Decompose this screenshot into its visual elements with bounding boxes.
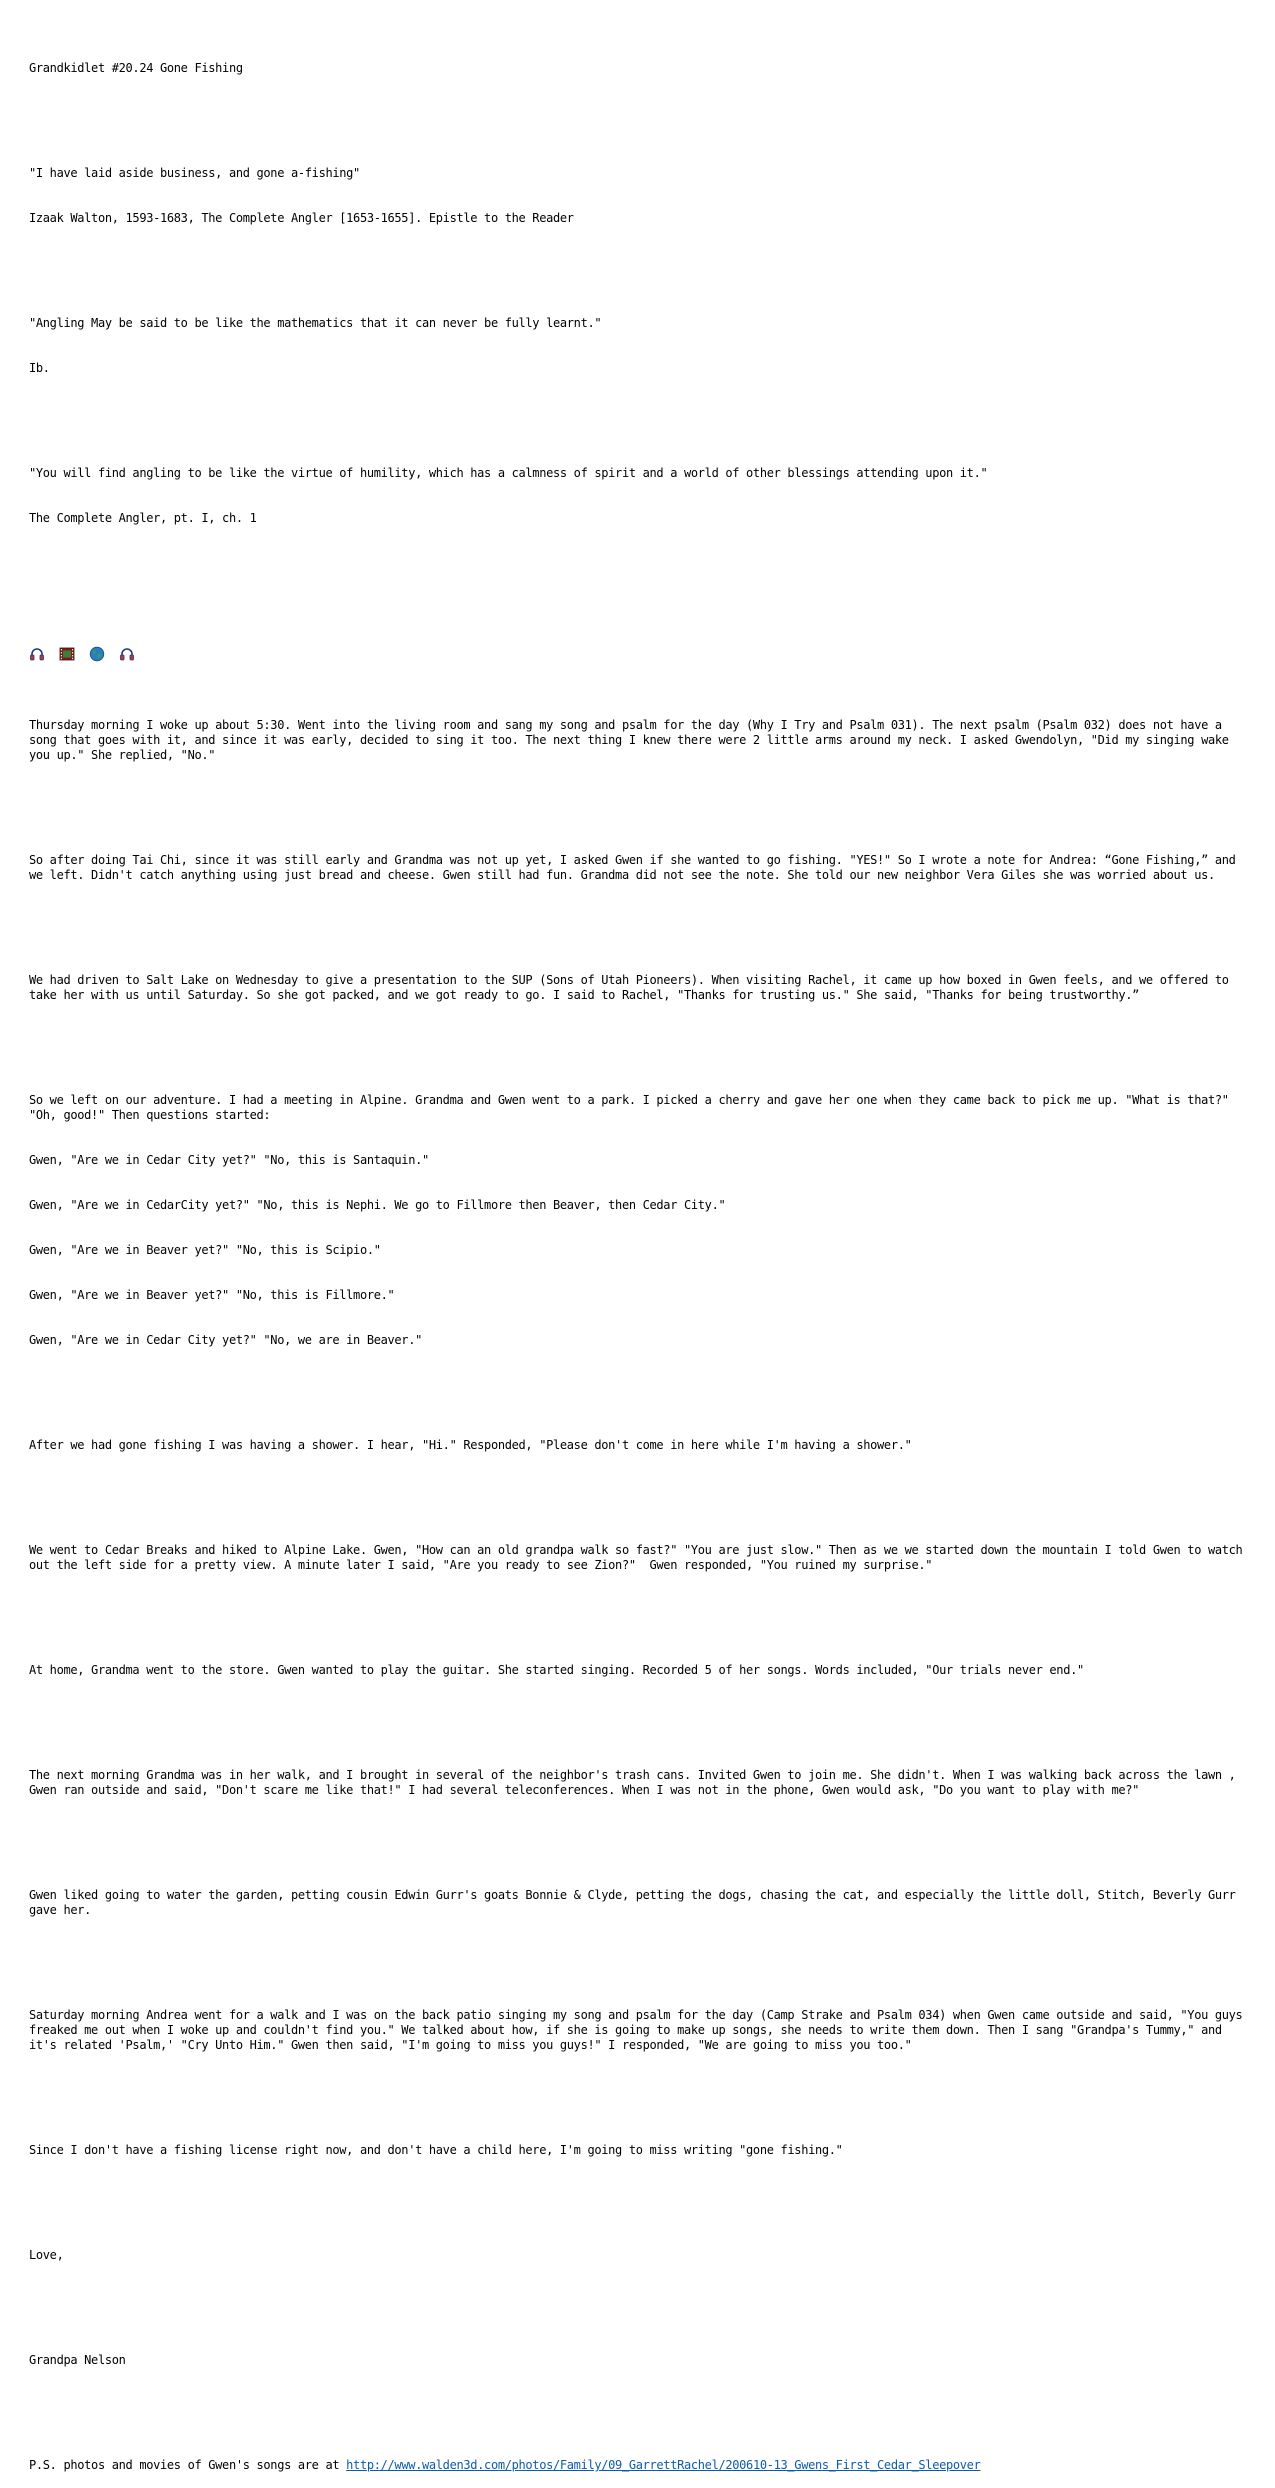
closing: Love,	[29, 2248, 64, 2262]
document-title: Grandkidlet #20.24 Gone Fishing	[29, 61, 243, 75]
film-icon[interactable]	[59, 616, 75, 632]
paragraph: So after doing Tai Chi, since it was still early and Grandma was not up yet, I asked Gwen if she wanted to go fishing. "YES!" So I wrote a note for Andrea: “Gone Fishing,” and we left. Didn't catch anything using just bread and cheese. Gwen still had fun. Grandma did not see the note. She told our new neighbor Vera Giles she was worried about us.	[29, 853, 1243, 882]
paragraph: We had driven to Salt Lake on Wednesday to give a presentation to the SUP (Sons of Utah Pioneers). When visiting Rachel, it came up how boxed in Gwen feels, and we offered to take her with us until Saturday. So she got packed, and we got ready to go. I said to Rachel, "Thanks for trusting us." She said, "Thanks for being trustworthy.”	[29, 973, 1236, 1002]
globe-icon[interactable]	[89, 616, 105, 632]
headphones-icon[interactable]	[119, 616, 135, 632]
dialog-line: Gwen, "Are we in Cedar City yet?" "No, we are in Beaver."	[29, 1333, 422, 1347]
paragraph: Since I don't have a fishing license right now, and don't have a child here, I'm going to miss writing "gone fishing."	[29, 2143, 843, 2157]
quote-source: Ib.	[29, 361, 50, 375]
paragraph: Gwen liked going to water the garden, petting cousin Edwin Gurr's goats Bonnie & Clyde, petting the dogs, chasing the cat, and especially the little doll, Stitch, Beverly Gurr gave her.	[29, 1888, 1243, 1917]
signature: Grandpa Nelson	[29, 2353, 126, 2367]
postscript-text: P.S. photos and movies of Gwen's songs are at	[29, 2458, 347, 2472]
quote-text: "Angling May be said to be like the mathematics that it can never be fully learnt."	[29, 316, 602, 330]
paragraph: After we had gone fishing I was having a shower. I hear, "Hi." Responded, "Please don't come in here while I'm having a shower."	[29, 1438, 912, 1452]
paragraph: We went to Cedar Breaks and hiked to Alpine Lake. Gwen, "How can an old grandpa walk so fast?" "You are just slow." Then as we we started down the mountain I told Gwen to watch out the left side for a pretty view. A minute later I said, "Are you ready to see Zion?" Gwen responded, "You ruined my surprise."	[29, 1543, 1250, 1572]
headphones-icon[interactable]	[29, 616, 45, 632]
paragraph: The next morning Grandma was in her walk, and I brought in several of the neighbor's trash cans. Invited Gwen to join me. She didn't. When I was walking back across the lawn , Gwen ran outside and said, "Don't scare me like that!" I had several teleconferences. When I was not in the phone, Gwen would ask, "Do you want to play with me?"	[29, 1768, 1243, 1797]
paragraph: Saturday morning Andrea went for a walk and I was on the back patio singing my song and psalm for the day (Camp Strake and Psalm 034) when Gwen came outside and said, "You guys freaked me out when I woke up and couldn't find you." We talked about how, if she is going to make up songs, she needs to write them down. Then I sang "Grandpa's Tummy," and it's related 'Psalm,' "Cry Unto Him." Gwen then said, "I'm going to miss you guys!" I responded, "We are going to miss you too."	[29, 2008, 1250, 2052]
document-body	[29, 31, 1249, 2488]
paragraph: So we left on our adventure. I had a meeting in Alpine. Grandma and Gwen went to a park. I picked a cherry and gave her one when they came back to pick me up. "What is that?" "Oh, good!" Then questions started:	[29, 1093, 1236, 1122]
dialog-line: Gwen, "Are we in Beaver yet?" "No, this is Scipio."	[29, 1243, 381, 1257]
dialog-line: Gwen, "Are we in Cedar City yet?" "No, this is Santaquin."	[29, 1153, 429, 1167]
dialog-line: Gwen, "Are we in CedarCity yet?" "No, this is Nephi. We go to Fillmore then Beaver, then Cedar City."	[29, 1198, 726, 1212]
paragraph: At home, Grandma went to the store. Gwen wanted to play the guitar. She started singing. Recorded 5 of her songs. Words included, "Our trials never end."	[29, 1663, 1084, 1677]
paragraph: Thursday morning I woke up about 5:30. Went into the living room and sang my song and psalm for the day (Why I Try and Psalm 031). The next psalm (Psalm 032) does not have a song that goes with it, and since it was early, decided to sing it too. The next thing I knew there were 2 little arms around my neck. I asked Gwendolyn, "Did my singing wake you up." She replied, "No."	[29, 718, 1236, 762]
dialog-line: Gwen, "Are we in Beaver yet?" "No, this is Fillmore."	[29, 1288, 395, 1302]
quote-text: "I have laid aside business, and gone a-fishing"	[29, 166, 360, 180]
postscript	[29, 2458, 1249, 2473]
photos-link[interactable]: http://www.walden3d.com/photos/Family/09_GarrettRachel/200610-13_Gwens_First_Cedar_Sleepover	[346, 2458, 981, 2472]
media-icons-row	[29, 613, 1249, 635]
quote-source: The Complete Angler, pt. I, ch. 1	[29, 511, 257, 525]
quote-text: "You will find angling to be like the virtue of humility, which has a calmness of spirit and a world of other blessings attending upon it."	[29, 466, 988, 480]
quote-source: Izaak Walton, 1593-1683, The Complete Angler [1653-1655]. Epistle to the Reader	[29, 211, 574, 225]
